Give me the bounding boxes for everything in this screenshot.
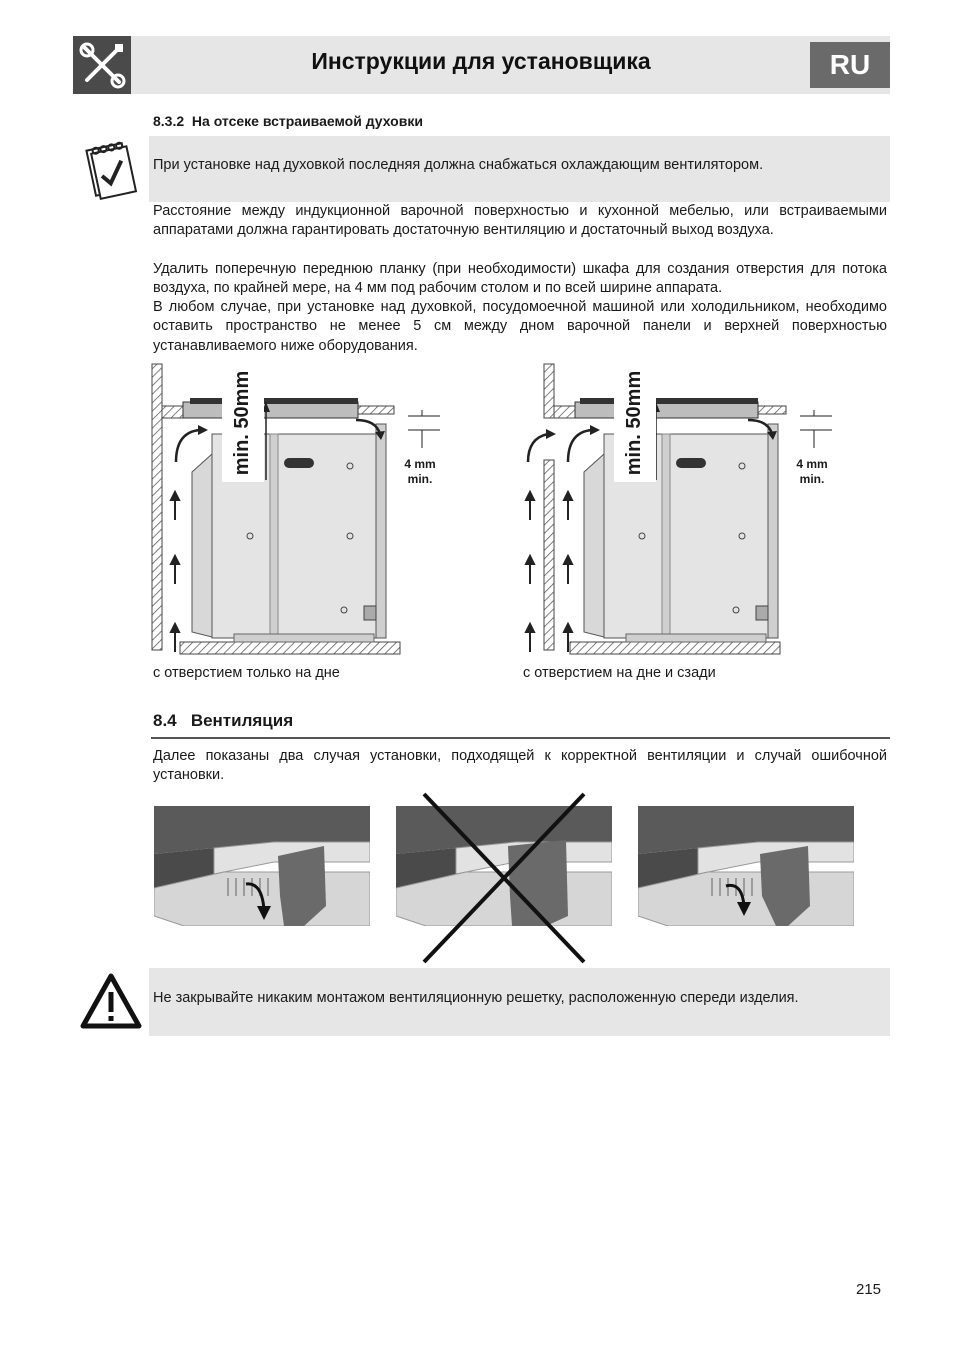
paragraph-remove-strip: Удалить поперечную переднюю планку (при необходимости) шкафа для создания отверстия для потока воздуха, по крайней мере, на 4 мм под рабочим столом и по всей ширине аппарата. — [153, 261, 887, 297]
min-50mm-label-left: min. 50mm — [222, 372, 264, 482]
page-number: 215 — [856, 1281, 882, 1298]
cross-icon — [418, 790, 590, 966]
illustration-correct-1 — [154, 806, 370, 926]
gap-label-right: 4 mm min. — [796, 457, 828, 486]
section-title: Вентиляция — [190, 711, 294, 730]
subsection-heading — [153, 113, 423, 129]
min-50mm-label-right: min. 50mm — [614, 372, 656, 482]
warning-triangle-icon — [73, 968, 149, 1036]
warning-text: Не закрывайте никаким монтажом вентиляционную решетку, расположенную спереди изделия. — [153, 990, 799, 1006]
illustration-correct-2 — [638, 806, 854, 926]
paragraph-ventilation-distance: Расстояние между индукционной варочной поверхностью и кухонной мебелью, или встраиваемыми аппаратами должна гарантировать достаточную вентиляцию и достаточный выход воздуха. — [153, 203, 887, 239]
diagram-bottom-opening — [150, 362, 450, 662]
language-badge: RU — [810, 42, 890, 88]
subsection-title: На отсеке встраиваемой духовки — [191, 113, 423, 129]
subsection-number: 8.3.2 — [153, 113, 185, 129]
notepad-icon — [73, 136, 149, 202]
page-title: Инструкции для установщика — [311, 48, 651, 74]
caption-bottom-rear-opening: с отверстием на дне и сзади — [523, 665, 716, 681]
caption-bottom-opening: с отверстием только на дне — [153, 665, 340, 681]
section-heading — [153, 711, 293, 731]
paragraph-min-space: В любом случае, при установке над духовкой, посудомоечной машиной или холодильником, необходимо оставить пространство не менее 5 см между дном варочной панели и верхней поверхностью устанавливаемого ниже оборудования. — [153, 299, 887, 354]
diagram-bottom-rear-opening — [520, 362, 840, 662]
section-intro: Далее показаны два случая установки, подходящей к корректной вентиляции и случай ошибочной установки. — [153, 748, 887, 784]
note-text: При установке над духовкой последняя должна снабжаться охлаждающим вентилятором. — [153, 157, 764, 173]
gap-label-left: 4 mm min. — [404, 457, 436, 486]
tools-icon — [73, 36, 131, 94]
section-divider — [151, 737, 890, 739]
section-number: 8.4 — [153, 711, 177, 730]
